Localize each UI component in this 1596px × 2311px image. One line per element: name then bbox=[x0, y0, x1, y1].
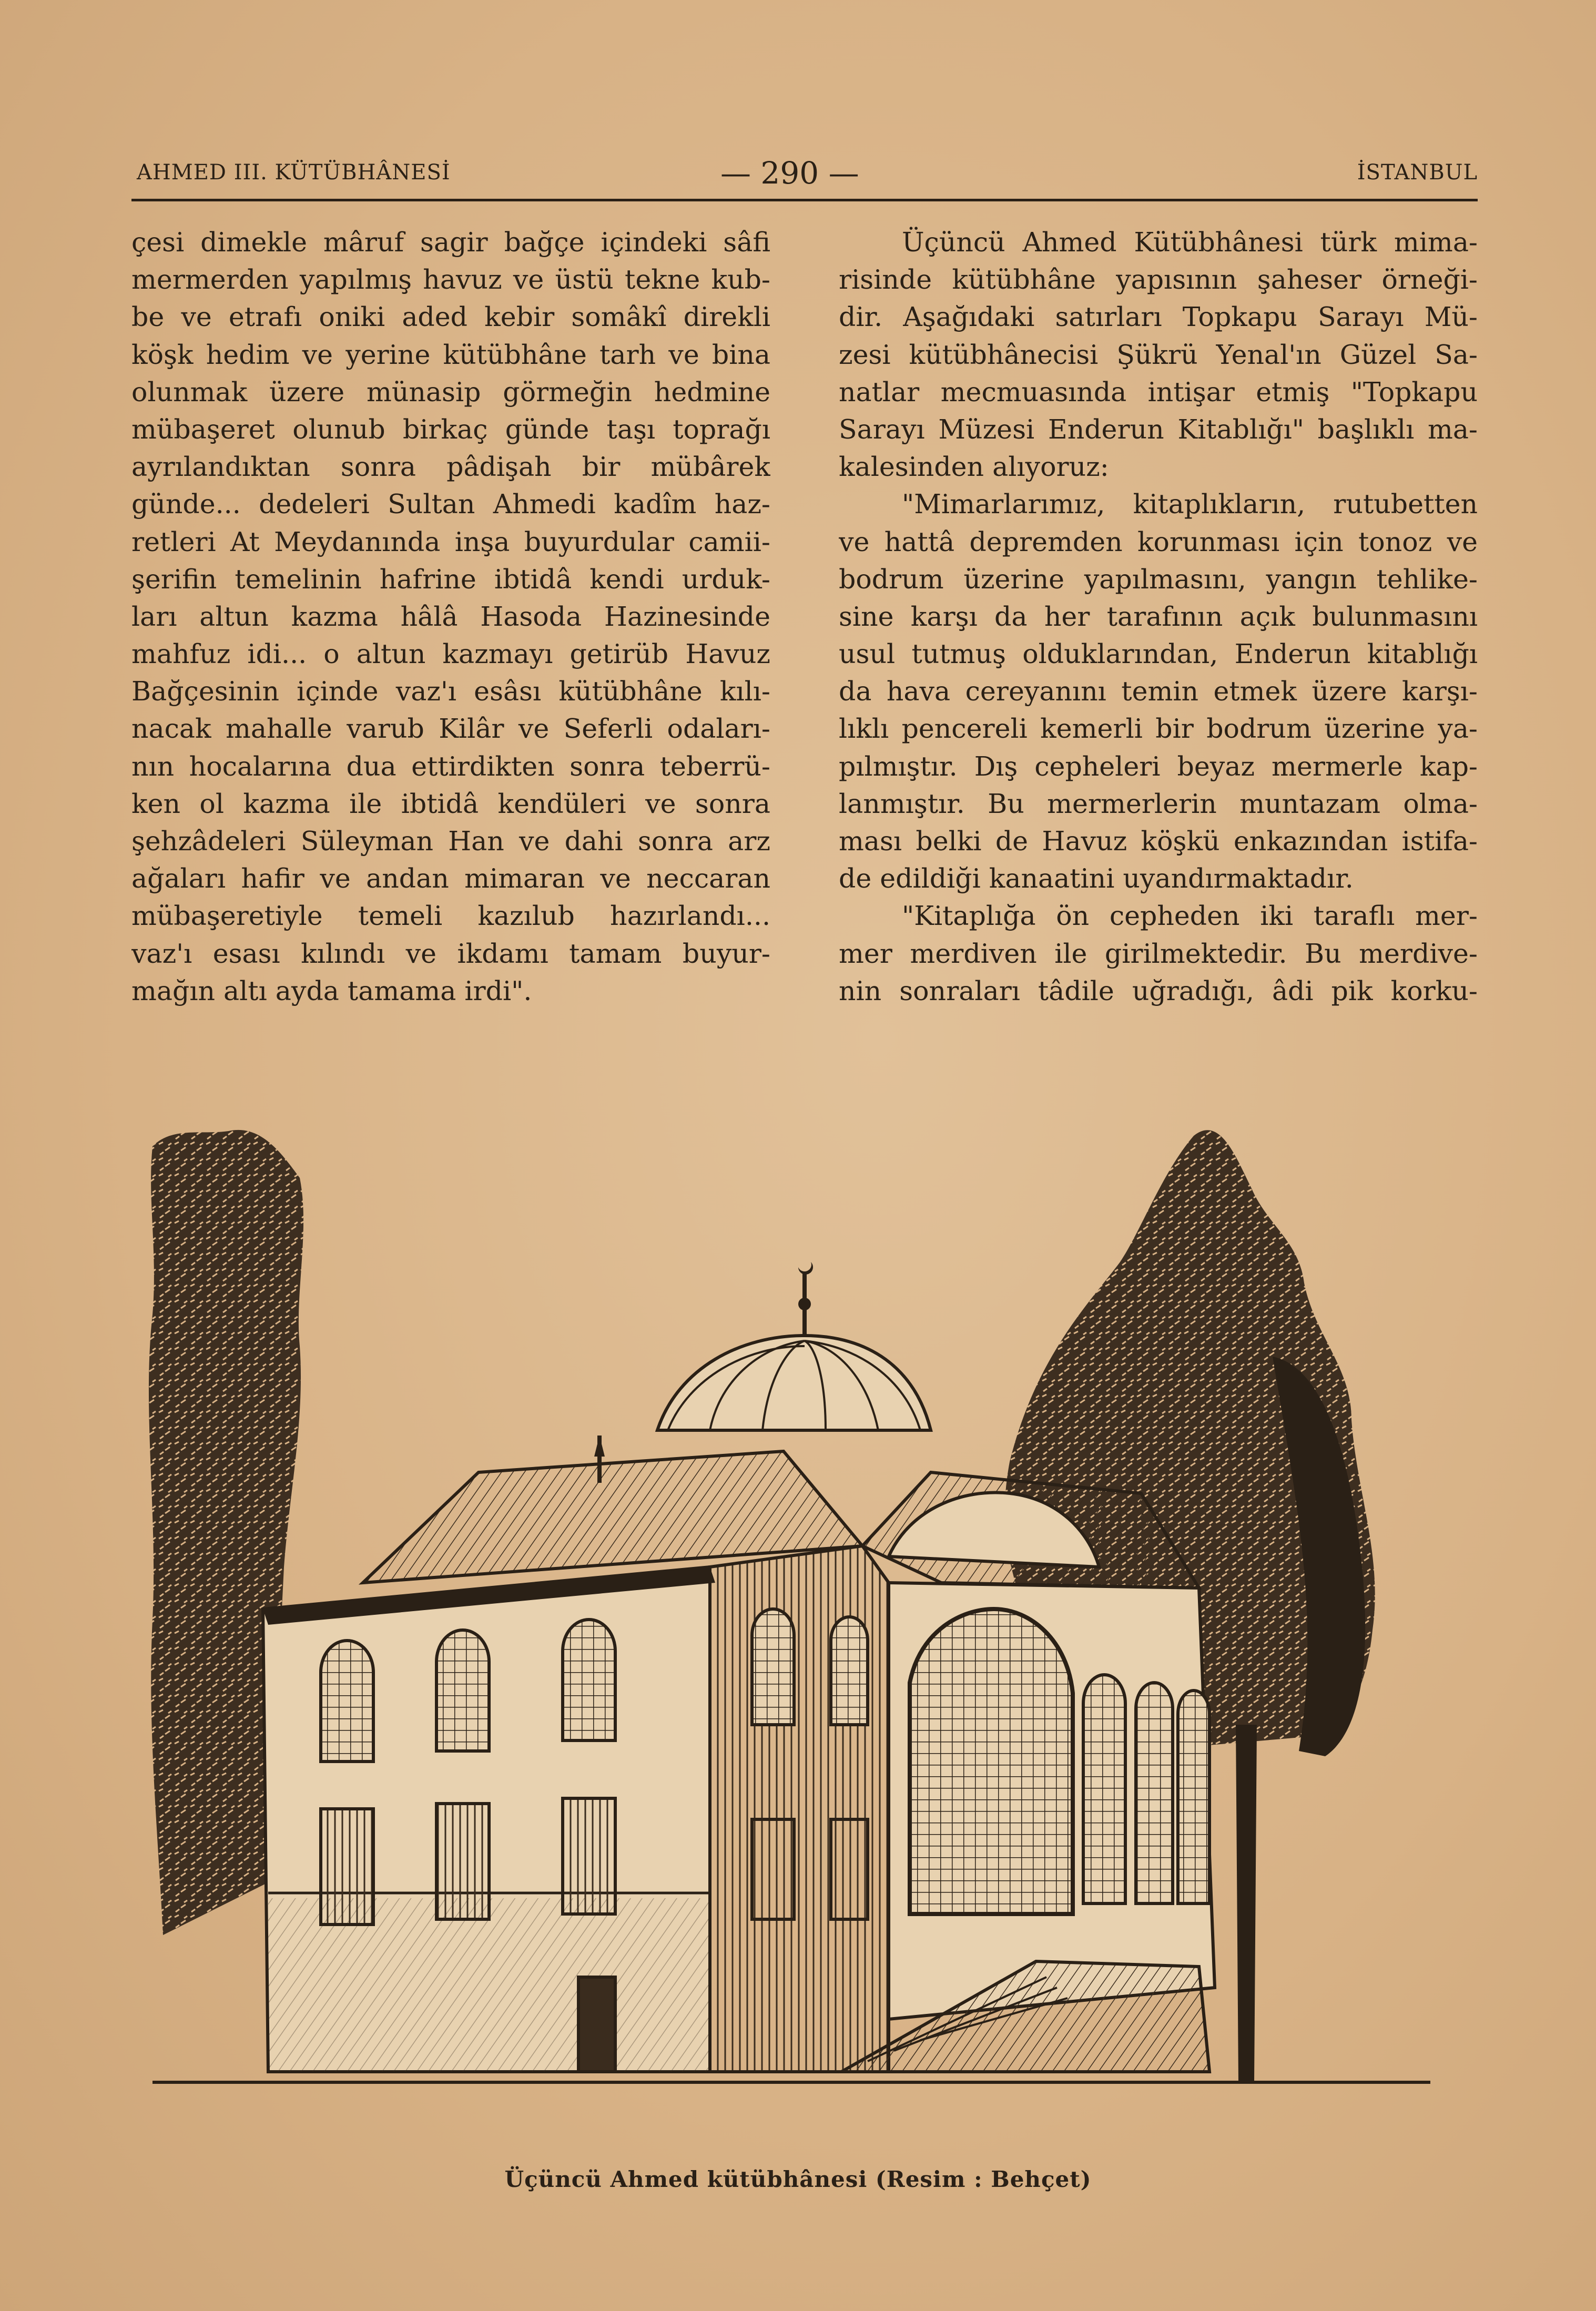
text-line: mübaşeret olunub birkaç günde taşı toprağı bbox=[131, 413, 770, 445]
text-line: Sarayı Müzesi Enderun Kitablığı" başlıklı ma- bbox=[839, 413, 1478, 445]
text-line: da hava cereyanını temin etmek üzere karşı- bbox=[839, 676, 1478, 707]
text-line: Bağçesinin içinde vaz'ı esâsı kütübhâne kılı- bbox=[131, 676, 770, 707]
text-line: lanmıştır. Bu mermerlerin muntazam olma- bbox=[839, 788, 1478, 819]
running-header bbox=[131, 155, 1478, 197]
text-line: ması belki de Havuz köşkü enkazından istifa- bbox=[839, 826, 1478, 857]
text-line: "Mimarlarımız, kitaplıkların, rutubetten bbox=[902, 488, 1478, 520]
text-line: risinde kütübhâne yapısının şaheser örneği- bbox=[839, 264, 1478, 296]
text-line: usul tutmuş olduklarından, Enderun kitablığı bbox=[839, 638, 1478, 670]
text-line: mermerden yapılmış havuz ve üstü tekne kub- bbox=[131, 264, 770, 296]
text-line: lıklı pencereli kemerli bir bodrum üzerine ya- bbox=[839, 713, 1478, 745]
text-line: "Kitaplığa ön cepheden iki taraflı mer- bbox=[902, 900, 1478, 932]
text-line: dir. Aşağıdaki satırları Topkapu Sarayı Mü- bbox=[839, 301, 1478, 333]
text-line: mahfuz idi... o altun kazmayı getirüb Havuz bbox=[131, 638, 770, 670]
text-line: ayrılandıktan sonra pâdişah bir mübârek bbox=[131, 451, 770, 483]
page-number: — 290 — bbox=[720, 155, 859, 191]
portico-right bbox=[889, 1583, 1215, 2019]
figure-caption: Üçüncü Ahmed kütübhânesi (Resim : Behçet) bbox=[504, 2166, 1092, 2192]
text-line: de edildiği kanaatini uyandırmaktadır. bbox=[839, 863, 1354, 894]
text-line: retleri At Meydanında inşa buyurdular camii- bbox=[131, 526, 770, 557]
text-line: nacak mahalle varub Kilâr ve Seferli odaları- bbox=[131, 713, 770, 745]
header-rule bbox=[131, 199, 1478, 201]
central-dome bbox=[657, 1262, 931, 1430]
text-line: zesi kütübhânecisi Şükrü Yenal'ın Güzel Sa- bbox=[839, 339, 1478, 370]
text-line: pılmıştır. Dış cepheleri beyaz mermerle kap- bbox=[839, 750, 1478, 782]
text-line: Üçüncü Ahmed Kütübhânesi türk mima- bbox=[902, 227, 1478, 258]
text-line: ken ol kazma ile ibtidâ kendüleri ve sonra bbox=[131, 788, 770, 819]
text-line: şehzâdeleri Süleyman Han ve dahi sonra arz bbox=[131, 826, 770, 857]
left-column bbox=[131, 223, 770, 1010]
text-line: çesi dimekle mâruf sagir bağçe içindeki sâfi bbox=[131, 227, 770, 258]
text-line: nin sonraları tâdile uğradığı, âdi pik korku- bbox=[839, 975, 1478, 1006]
facade-side bbox=[710, 1546, 889, 2072]
text-line: ve hattâ depremden korunması için tonoz ve bbox=[839, 526, 1478, 557]
header-left-title: AHMED III. KÜTÜBHÂNESİ bbox=[137, 160, 451, 185]
text-line: mer merdiven ile girilmektedir. Bu merdive- bbox=[839, 938, 1478, 969]
text-line: şerifin temelinin hafrine ibtidâ kendi urduk- bbox=[131, 563, 770, 595]
right-column bbox=[839, 223, 1478, 1010]
library-illustration bbox=[142, 1094, 1472, 2130]
text-line: be ve etrafı oniki aded kebir somâkî direkli bbox=[131, 301, 770, 333]
text-line: ağaları hafir ve andan mimaran ve neccaran bbox=[131, 863, 770, 894]
text-line: günde... dedeleri Sultan Ahmedi kadîm haz- bbox=[131, 488, 770, 520]
text-line: natlar mecmuasında intişar etmiş "Topkapu bbox=[839, 376, 1478, 408]
header-right-title: İSTANBUL bbox=[1357, 160, 1478, 185]
text-line: köşk hedim ve yerine kütübhâne tarh ve bina bbox=[131, 339, 770, 370]
text-line: sine karşı da her tarafının açık bulunmasını bbox=[839, 600, 1478, 632]
text-line: olunmak üzere münasip görmeğin hedmine bbox=[131, 376, 770, 408]
text-line: vaz'ı esası kılındı ve ikdamı tamam buyur- bbox=[131, 938, 770, 969]
text-line: mağın altı ayda tamama irdi". bbox=[131, 975, 532, 1006]
text-line: bodrum üzerine yapılmasını, yangın tehlike- bbox=[839, 563, 1478, 595]
text-line: mübaşeretiyle temeli kazılub hazırlandı... bbox=[131, 900, 770, 932]
text-line: ları altun kazma hâlâ Hasoda Hazinesinde bbox=[131, 600, 770, 632]
text-line: kalesinden alıyoruz: bbox=[839, 451, 1109, 483]
text-line: nın hocalarına dua ettirdikten sonra teberrü- bbox=[131, 750, 770, 782]
